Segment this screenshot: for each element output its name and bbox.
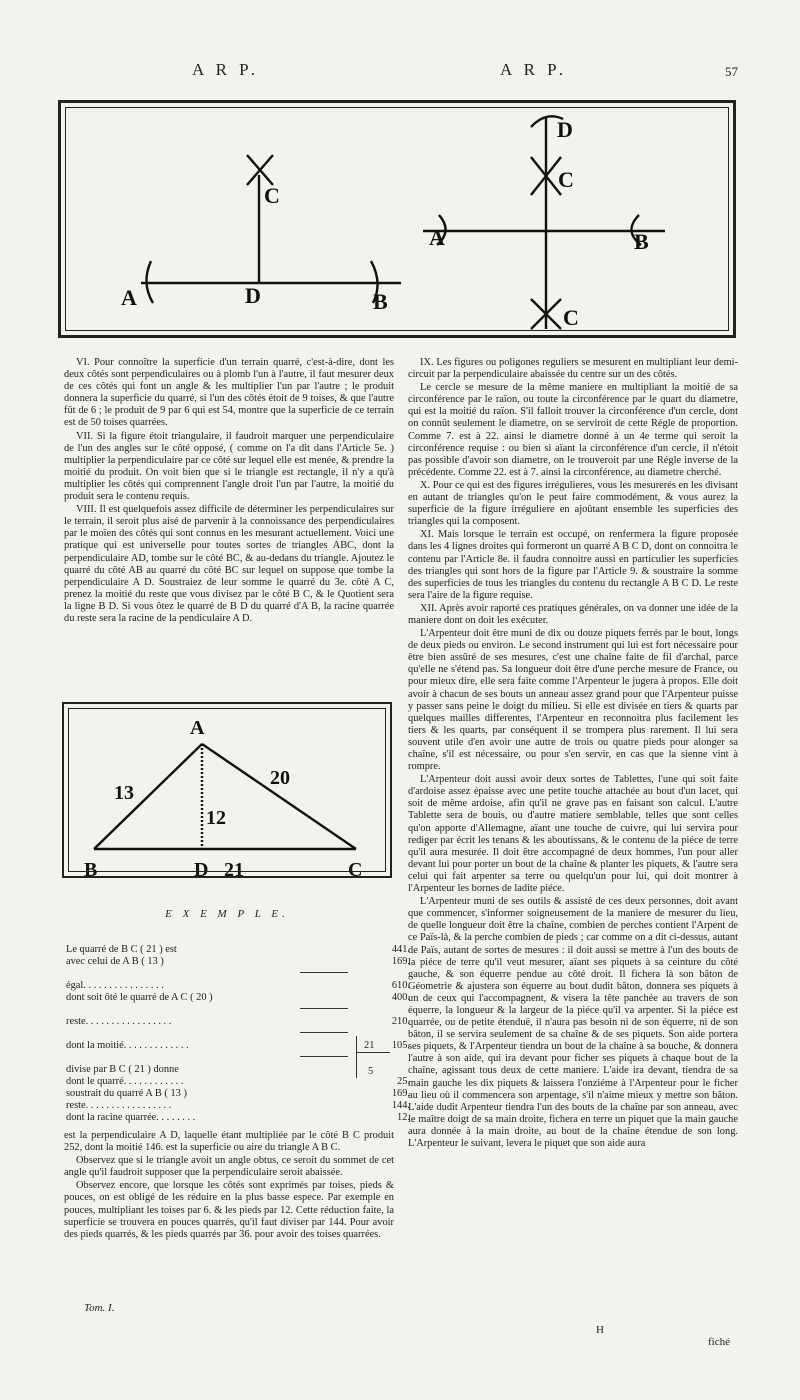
tri-label-b: B: [84, 859, 98, 880]
left-fig-label-a: A: [121, 285, 137, 310]
paragraph-viii: VIII. Il est quelquefois assez difficile de déterminer les perpendiculaires sur le terrain, il seroit plus aisé de parvenir à la connoissance des perpendiculaires par le moïen des côtés qui sont connus en les mesurant actuellement. Voici une pratique qui est universelle pour toutes sortes de triangles ABC, dont la perpendiculaire AD, tombe sur le côté BC, & au-dedans du triangle. Ajoutez le quarré du côté AB au quarré du côté BC sur lequel on suppose que tombe la perpendiculaire A D. Soustraiez de leur somme le quarré du 3e. côté A C, prenez la moitié du reste que vous divisez par le côté B C, & le Quotient sera la ligne B D. Si vous ôtez le quarré de B D du quarré d'A B, la racine quarrée du reste sera la racine de la pendiculaire A D.: [64, 504, 394, 624]
paragraph-observez-2: Observez encore, que lorsque les côtés sont exprimés par toises, pieds & pouces, on est obligé de les réduire en la plus basse espece. Par exemple en pouces, multipliant les toises par 6. & les pieds par 12. Cette réduction faite, la superficie se trouvera en pouces quarrés, qu'il faut diviser par 144. Pour avoir des pieds quarrés, & les pieds quarrés par 36. pour avoir des toises quarrées.: [64, 1180, 394, 1240]
tri-label-a: A: [190, 717, 205, 739]
page-number: 57: [725, 64, 738, 79]
paragraph-cercle: Le cercle se mesure de la même maniere en multipliant la moitié de sa circonférence par le raïon, ou toute la circonférence par le quart du diametre, qui est la moitié du raïon. S'il falloit trouver la circonférence d'un cercle, dont on connût seulement le diametre, on se serviroit de cette Régle de proportion. Comme 7. est à 22. ainsi le diametre donné à un 4e terme qui seroit la circonférence requise : ou bien si aïant la circonférence d'un cercle, il n'étoit pas possible d'avoir son diametre, on le trouveroit par une Régle inverse de la précédente. Comme 22. est à 7. ainsi la circonférence, au diametre cherché.: [408, 382, 738, 478]
sum-rule: [300, 1056, 348, 1057]
calc-row: avec celui de A B ( 13 ) 169.: [66, 956, 410, 967]
divisor: 21: [364, 1040, 375, 1051]
right-fig-label-d: D: [557, 117, 573, 142]
calc-row: dont la moitié. . . . . . . . . . . . . 105.: [66, 1040, 410, 1051]
paragraph-xii: XII. Après avoir raporté ces pratiques générales, on va donner une idée de la maniere dont on doit les exécuter.: [408, 602, 738, 626]
tri-side-ac: 20: [270, 767, 290, 789]
tri-side-ad: 12: [206, 807, 226, 829]
calc-row: divise par B C ( 21 ) donne: [66, 1064, 179, 1075]
right-fig-label-c: C: [563, 305, 579, 330]
running-head-center: A R P.: [500, 60, 567, 79]
paragraph-arpenteur-2: L'Arpenteur doit aussi avoir deux sortes de Tablettes, l'une qui soit faite d'ardoise assez épaisse avec une petite touche attachée au bout d'un lacet, qui soit de même ardoise, afin qu'il ne grave pas en faisant son calcul. L'autre Tablette sera de bouis, ou d'autre matiere semblable, telles que sont celles qu'on apporte d'Allemagne, aïant une touche de cuivre, qui lui servira pour rediger par écrit les tenans & les aboutissans, & le contenu de la piéce de terre qu'il aura mesurée. Il doit être accompagné de deux hommes, l'un pour aller devant lui pour porter un bout de la chaîne & planter les piquets, & l'autre sera celui qui fait arpenter sa terre ou quelqu'un pour lui, qui doit montrer à l'Arpenteur les bornes de ladite piéce.: [408, 774, 738, 895]
right-fig-label-b: B: [634, 229, 649, 254]
calc-row: soustrait du quarré A B ( 13 ) 169.: [66, 1088, 410, 1099]
calc-row: reste. . . . . . . . . . . . . . . . . 144.: [66, 1100, 410, 1111]
sum-rule: [300, 972, 348, 973]
triangle-lines: [64, 704, 394, 880]
figure-triangle: [62, 702, 392, 878]
paragraph-arpenteur-3: L'Arpenteur muni de ses outils & assisté de ces deux personnes, doit avant que commencer, s'informer soigneusement de la maniere de mesurer du lieu, de quelle longueur doit être la chaîne, combien de perches contient l'Arpent de ce Païs-là, & la perche combien de pieds ; car comme on a dit ci-dessus, autant de Païs, autant de sortes de mesures : il doit aussi se mettre à l'un des bouts de la piéce de terre qu'il veut mesurer, aïant ses piquets à sa ceinture du côté gauche, & son équerre pendue au côté droit. Il fichera là son bâton de Géometrie & ajustera son équerre au bout dudit bâton, donnera ses piquets à un de ceux qui l'accompagnent, & visera la tête panchée au travers de son équerre, la longueur & la largeur de la piéce qu'il va arpenter. Si la piéce est quarrée, ou de petite étenduë, il n'aura pas besoin ni de son équerre, ni de son bâton, il se servira seulement de sa chaîne & de ses piquets. Son aide portera ses piquets, & l'Arpenteur tiendra un bout de la chaîne à sa bouche, & donnera l'autre à son aide, qui ira devant pour ficher ses piquets à chaque bout de la chaîne, agissant tous deux de cette maniere. L'aide ira devant, tiendra de sa main gauche les dix piquets & laissera l'onziéme à l'Arpenteur pour le ficher au lieu où il commencera son arpentage, s'il n'aime mieux y mettre son bâton. L'aide dudit Arpenteur tiendra l'un des bouts de la chaîne par son anneau, avec le maître doigt de sa main droite, fichera en terre un piquet que la main gauche aura donnée à la main droite, au bout de la chaîne étendue de son long. L'Arpenteur le suivant, levera le piquet que son aide aura: [408, 896, 738, 1149]
exemple-title: E X E M P L E.: [165, 908, 289, 920]
left-fig-label-c: C: [264, 183, 280, 208]
division-rule: [356, 1052, 390, 1053]
calc-row: reste. . . . . . . . . . . . . . . . . 210.: [66, 1016, 410, 1027]
running-head-left: A R P.: [192, 60, 259, 79]
paragraph-result: est la perpendiculaire A D, laquelle étant multipliée par le côté B C produit 252, dont la moitié 146. est la superficie ou aire du triangle A B C.: [64, 1130, 394, 1154]
left-fig-label-b: B: [373, 289, 388, 314]
paragraph-vii: VII. Si la figure étoit triangulaire, il faudroit marquer une perpendiculaire de l'un des angles sur le côté opposé, ( comme on l'a dit dans l'Article 5e. ) multiplier la perpendiculaire par ce côté sur lequel elle est menée, & prendre la moitié du produit. On voit bien que si le triangle est rectangle, il n'y a qu'à multiplier les côtés qui comprennent l'angle droit l'un par l'autre, la moitié du produit sera le contenu requis.: [64, 430, 394, 503]
figure-lines: [61, 103, 739, 341]
paragraph-xi: XI. Mais lorsque le terrain est occupé, on renfermera la figure proposée dans les 4 lignes droites qui formeront un quarré A B C D, dont on connoitra le contenu par l'Article 8e. il faudra connoitre aussi en particulier les superficies des triangles qui sont hors de la figure par l'Article 9. & soustraire la somme des superficies de tous les triangles du contenu du rectangle A B C D. Le reste sera l'aire de la figure requise.: [408, 529, 738, 601]
left-fig-label-d: D: [245, 283, 261, 308]
paragraph-vi: VI. Pour connoître la superficie d'un terrain quarré, c'est-à-dire, dont les deux côtés sont perpendiculaires ou à plomb l'un à l'autre, il faut mesurer deux de ces côtés qui font un angle & les multiplier l'un par l'autre ; le produit donnera la superficie du quarré, si l'un des côtés étoit de 9 toises, & que l'autre fût de 6 ; le produit de 9 par 6 qui est 54, montre que la superficie de ce terrain est de 50 toises quarrées.: [64, 357, 394, 429]
signature-mark: H: [596, 1324, 604, 1336]
paragraph-ix: IX. Les figures ou poligones reguliers se mesurent en multipliant leur demi-circuit par la perpendiculaire abaissée du centre sur un des côtés.: [408, 357, 738, 381]
sum-rule: [300, 1008, 348, 1009]
calc-row: dont soit ôté le quarré de A C ( 20 ) 400.: [66, 992, 410, 1003]
right-fig-label-a: A: [429, 225, 445, 250]
calc-row: Le quarré de B C ( 21 ) est 441.: [66, 944, 410, 955]
figure-perpendicular-construction: [58, 100, 736, 338]
tri-side-ab: 13: [114, 782, 134, 804]
right-column: [408, 357, 738, 1151]
calc-row: dont le quarré. . . . . . . . . . . . 25.: [66, 1076, 410, 1087]
paragraph-observez-1: Observez que si le triangle avoit un angle obtus, ce seroit du sommet de cet angle qu'il faudroit supposer que la perpendiculaire seroit abaissée.: [64, 1155, 394, 1179]
left-column-bottom: [64, 1130, 394, 1242]
tri-side-bc: 21: [224, 859, 244, 880]
sum-rule: [300, 1032, 348, 1033]
tri-label-c: C: [348, 859, 363, 880]
tri-label-d: D: [194, 859, 209, 880]
left-column-top: [64, 357, 394, 626]
catchword: fiché: [708, 1336, 730, 1348]
calc-row: dont la racine quarrée. . . . . . . . 12.: [66, 1112, 410, 1123]
division-bar: [356, 1036, 357, 1078]
calc-row: égal. . . . . . . . . . . . . . . . 610.: [66, 980, 410, 991]
right-fig-label-c-upper: C: [558, 167, 574, 192]
tome-marker: Tom. I.: [84, 1302, 115, 1314]
paragraph-x: X. Pour ce qui est des figures irrégulieres, vous les mesurerés en les divisant en autant de triangles qu'on le peut faire commodément, & vous aurez la superficie de la figure irréguliere en ajoûtant ensemble les superficies des triangles qui la composent.: [408, 479, 738, 528]
paragraph-arpenteur-1: L'Arpenteur doit être muni de dix ou douze piquets ferrés par le bout, longs de deux pieds ou environ. Le second instrument qui lui est fort nécessaire pour être bien assûré de ses mesures, c'est une chaîne faite de fil d'archal, parce qu'elle ne s'étend pas. Sa longueur doit être d'une perche mesure de France, ou pour mieux dire, elle sera faite comme l'Arpenteur le jugera à propos. Elle doit avoir à chacun de ses bouts un anneau assez grand pour que l'Arpenteur puisse y passer sans peine le doigt du milieu. Si elle est divisée en tiers & quarts par quelques mailles differentes, l'Arpenteur en reconnoitra plus facilement les tiers & les quarts, par conséquent il se trompera plus rarement. Il lui sera souvent utile d'en avoir une autre de trois ou quatre pieds pour alonger sa chaîne, s'il est nécessaire, ou pour s'en servir, en cas que la sienne vint à rompre.: [408, 628, 738, 773]
quotient: 5: [368, 1066, 374, 1077]
